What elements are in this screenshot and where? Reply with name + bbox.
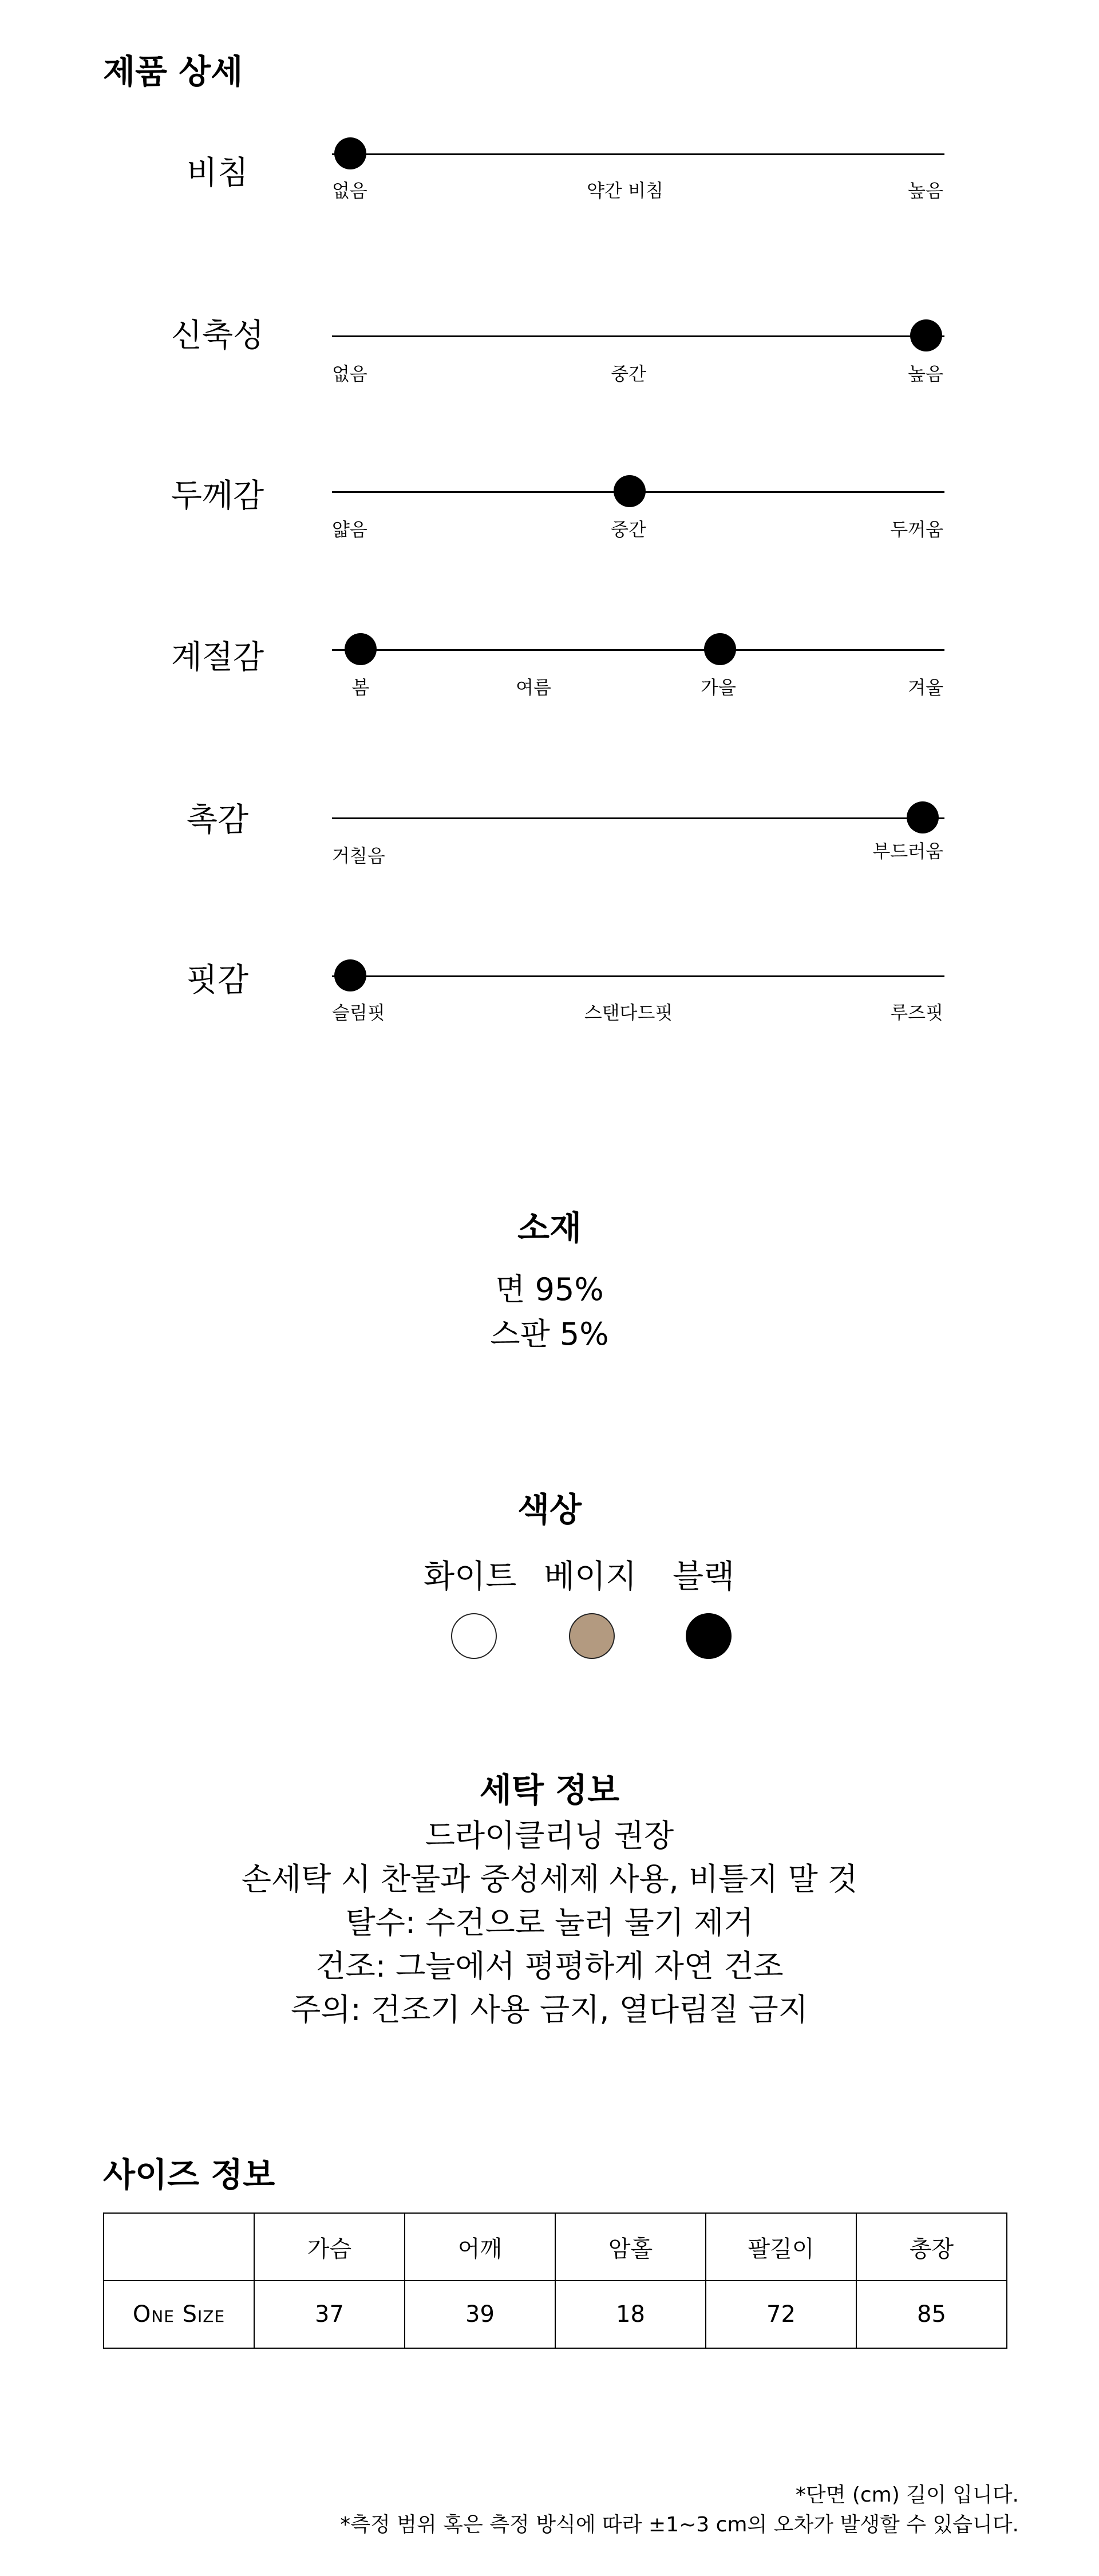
- scale-track: [332, 649, 944, 651]
- scale-track: [332, 153, 944, 155]
- scale-tick-label: 약간 비침: [587, 180, 663, 202]
- color-name-white: 화이트: [424, 1558, 517, 1595]
- size-table-header-cell: [104, 2213, 254, 2281]
- size-table-header-cell: 암홀: [555, 2213, 706, 2281]
- material-line: 스판 5%: [490, 1316, 609, 1352]
- size-table-header-cell: 가슴: [254, 2213, 405, 2281]
- size-table-cell: 72: [706, 2281, 856, 2348]
- size-table-header-row: [104, 2213, 1007, 2281]
- care-line: 손세탁 시 찬물과 중성세제 사용, 비틀지 말 것: [241, 1861, 858, 1897]
- scale-tick-label: 두꺼움: [890, 519, 943, 540]
- scale-tick-label: 봄: [351, 677, 370, 698]
- size-table-cell: 39: [405, 2281, 555, 2348]
- attribute-label: 비침: [186, 155, 249, 192]
- scale-marker: [334, 137, 366, 169]
- scale-track: [332, 975, 944, 977]
- care-line: 드라이클리닝 권장: [425, 1818, 674, 1854]
- color-name-black: 블랙: [673, 1558, 735, 1595]
- scale-track: [332, 335, 944, 337]
- color-swatch-beige: [569, 1613, 615, 1659]
- size-table-header-cell: 팔길이: [706, 2213, 856, 2281]
- color-swatch-white: [451, 1613, 497, 1659]
- scale-tick-label: 부드러움: [872, 840, 943, 862]
- scale-tick-label: 높음: [908, 363, 943, 385]
- size-table-cell: 85: [856, 2281, 1007, 2348]
- size-table-cell: 18: [555, 2281, 706, 2348]
- care-line: 건조: 그늘에서 평평하게 자연 건조: [315, 1948, 784, 1984]
- color-title: 색상: [517, 1490, 582, 1529]
- scale-tick-label: 중간: [611, 363, 646, 385]
- attribute-label: 계절감: [171, 639, 264, 676]
- attribute-label: 두께감: [171, 477, 264, 515]
- scale-tick-label: 중간: [611, 519, 646, 540]
- size-table-cell: One Size: [104, 2281, 254, 2348]
- scale-tick-label: 얇음: [332, 519, 367, 540]
- size-table: [103, 2212, 1007, 2349]
- material-title: 소재: [517, 1208, 582, 1247]
- footnote: *단면 (cm) 길이 입니다.: [795, 2483, 1019, 2507]
- product-detail-title: 제품 상세: [103, 52, 243, 91]
- scale-tick-label: 없음: [332, 180, 367, 202]
- size-table-header-cell: 어깨: [405, 2213, 555, 2281]
- scale-marker: [704, 633, 736, 665]
- scale-tick-label: 스탠다드핏: [584, 1002, 673, 1024]
- scale-marker: [907, 801, 939, 833]
- scale-marker: [614, 475, 646, 507]
- care-title: 세탁 정보: [479, 1771, 620, 1809]
- scale-marker: [334, 959, 366, 991]
- scale-track: [332, 817, 944, 819]
- scale-tick-label: 없음: [332, 363, 367, 385]
- scale-tick-label: 루즈핏: [890, 1002, 943, 1024]
- attribute-label: 신축성: [171, 317, 264, 354]
- footnote: *측정 범위 혹은 측정 방식에 따라 ±1~3 cm의 오차가 발생할 수 있습니다.: [340, 2513, 1019, 2537]
- size-info-title: 사이즈 정보: [103, 2155, 275, 2194]
- size-table-cell: 37: [254, 2281, 405, 2348]
- material-line: 면 95%: [495, 1271, 604, 1307]
- scale-tick-label: 겨울: [908, 677, 943, 698]
- care-line: 주의: 건조기 사용 금지, 열다림질 금지: [291, 1992, 808, 2028]
- scale-tick-label: 높음: [908, 180, 943, 202]
- color-swatch-black: [686, 1613, 732, 1659]
- size-table-row: [104, 2281, 1007, 2348]
- size-table-header-cell: 총장: [856, 2213, 1007, 2281]
- attribute-label: 촉감: [186, 801, 249, 839]
- scale-marker: [910, 319, 942, 351]
- scale-tick-label: 가을: [701, 677, 736, 698]
- scale-marker: [345, 633, 377, 665]
- scale-tick-label: 거칠음: [332, 845, 385, 867]
- attribute-label: 핏감: [186, 962, 249, 999]
- care-line: 탈수: 수건으로 눌러 물기 제거: [345, 1905, 754, 1941]
- scale-tick-label: 슬림핏: [332, 1002, 385, 1024]
- scale-tick-label: 여름: [516, 677, 551, 698]
- color-name-beige: 베이지: [544, 1558, 637, 1595]
